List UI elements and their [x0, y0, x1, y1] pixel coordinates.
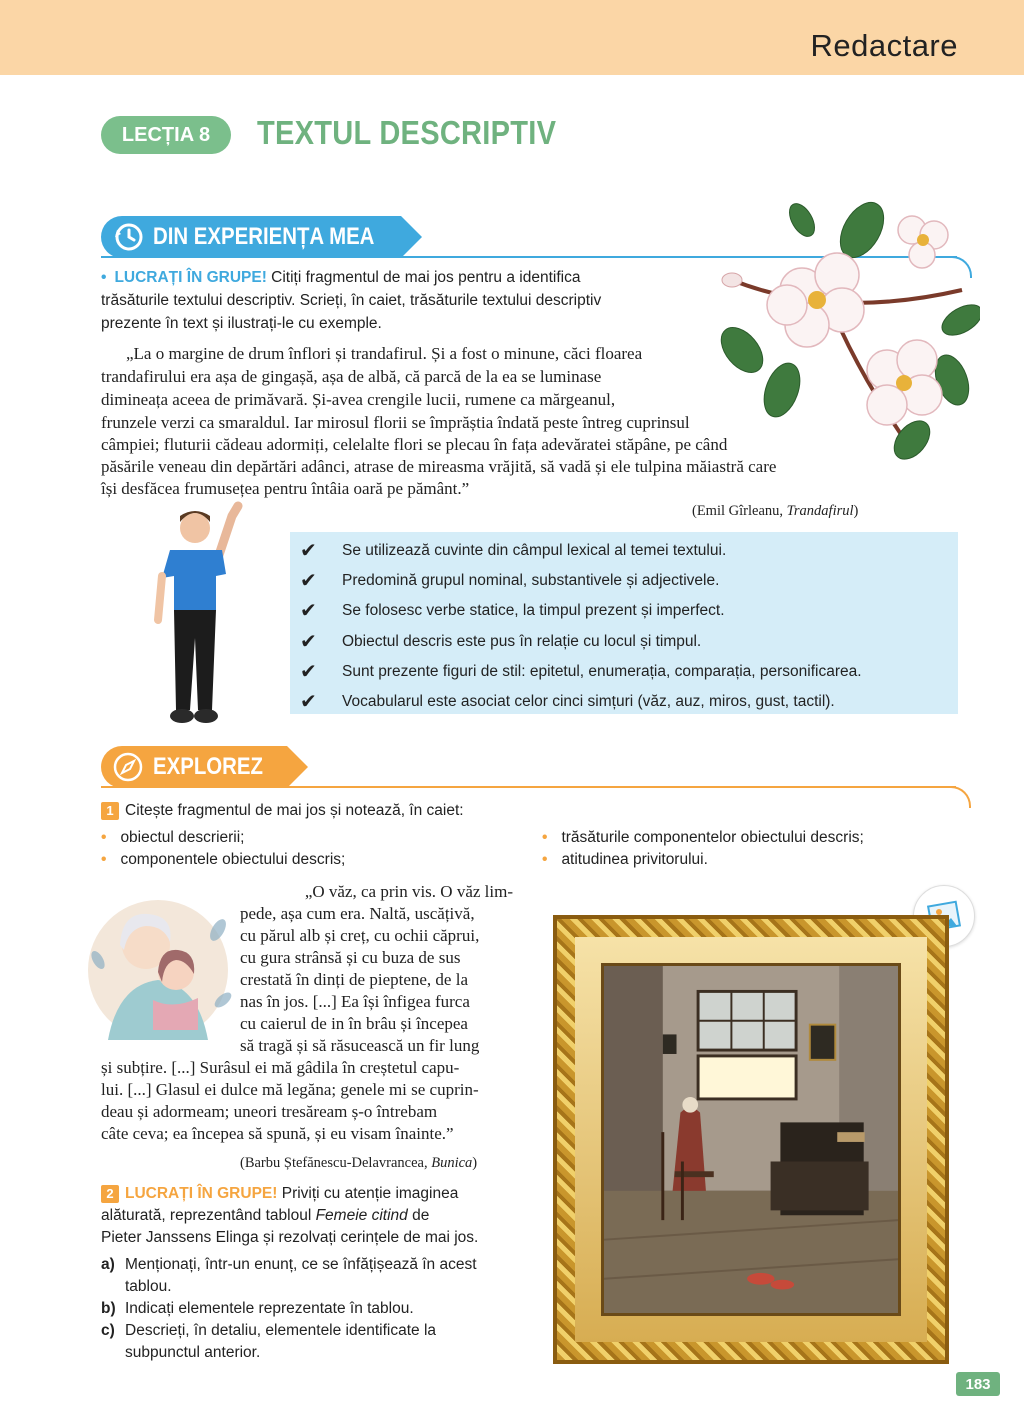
list-item-text: atitudinea privitorului.	[561, 851, 708, 868]
source-author: (Barbu Ștefănescu-Delavrancea,	[240, 1155, 432, 1171]
checklist-item-text: Se folosesc verbe statice, la timpul prezent și imperfect.	[342, 601, 725, 619]
compass-icon	[111, 750, 145, 784]
painting-woman-reading	[601, 963, 901, 1316]
source-end: )	[472, 1155, 478, 1171]
bullet-icon: •	[101, 829, 107, 846]
check-icon: ✔	[300, 600, 317, 622]
checklist-item	[300, 568, 719, 593]
checklist-item	[300, 629, 701, 654]
quote-line: pede, așa cum era. Naltă, uscățivă,	[240, 904, 475, 923]
check-icon: ✔	[300, 691, 317, 713]
checklist-item-text: Predomină grupul nominal, substantivele și adjectivele.	[342, 571, 720, 589]
page-number: 183	[956, 1372, 1000, 1396]
checklist-item	[300, 689, 835, 714]
source-end: )	[853, 503, 859, 519]
quote-line: și subțire. [...] Surâsul ei mă gâdila în creștetul capu-	[101, 1058, 460, 1077]
section-tab-experience	[101, 216, 401, 258]
quote-source	[692, 500, 858, 523]
quote-source	[240, 1152, 477, 1175]
item-text: subpunctul anterior.	[125, 1344, 261, 1361]
item-letter: a)	[101, 1256, 115, 1273]
checklist-item-text: Obiectul descris este pus în relație cu locul și timpul.	[342, 632, 702, 650]
grandmother-child-illustration	[78, 890, 238, 1050]
exercise-2-line1	[101, 1183, 515, 1206]
quote-line: trandafirului era așa de gingașă, așa de albă, că parcă de la ea se luminase	[101, 367, 602, 386]
quote-line: lui. [...] Glasul ei dulce mă legăna; genele mi se cuprin-	[101, 1080, 479, 1099]
history-clock-icon	[111, 220, 145, 254]
lesson-badge: LECȚIA 8	[101, 116, 231, 154]
quote-line: nas în jos. [...] Ea își înfigea furca	[240, 992, 470, 1011]
section-tab-label: DIN EXPERIENȚA MEA	[153, 223, 375, 250]
bullet-icon: •	[542, 829, 548, 846]
painting-frame	[553, 915, 949, 1364]
quote-line: cu caierul de in în brâu și începea	[240, 1014, 468, 1033]
quote-line: câte ceva; ea începea să spună, și eu visam înainte.”	[101, 1124, 454, 1143]
quote-line: își desfăcea frumusețea pentru întâia oară pe pământ.”	[101, 479, 470, 498]
item-letter: b)	[101, 1300, 116, 1317]
list-item	[542, 849, 708, 872]
section-divider-curve	[949, 786, 971, 808]
item-text: tablou.	[125, 1278, 172, 1295]
checklist-item-text: Vocabularul este asociat celor cinci simțuri (văz, auz, miros, gust, tactil).	[342, 692, 835, 710]
list-item	[542, 827, 864, 850]
section-divider	[101, 786, 956, 788]
checklist-item	[300, 538, 726, 563]
item-text: Descrieți, în detaliu, elementele identificate la	[125, 1322, 437, 1339]
source-work: Trandafirul	[786, 503, 854, 519]
section-tab-label: EXPLOREZ	[153, 753, 263, 780]
check-icon: ✔	[300, 540, 317, 562]
list-item-text: componentele obiectului descris;	[120, 851, 346, 868]
list-item	[101, 827, 245, 850]
exercise-1-instruction-text: Citește fragmentul de mai jos și notează, în caiet:	[125, 802, 464, 819]
exercise-1-instruction	[101, 800, 601, 823]
check-icon: ✔	[300, 661, 317, 683]
quote-line: crestată în dinți de pieptene, de la	[240, 970, 468, 989]
exercise-number-badge: 1	[101, 802, 119, 820]
painting-title: Femeie citind	[315, 1207, 408, 1224]
item-text: Indicați elementele reprezentate în tablou.	[125, 1300, 414, 1317]
checklist-item	[300, 598, 725, 623]
list-item-text: obiectul descrierii;	[120, 829, 245, 846]
item-letter: c)	[101, 1322, 115, 1339]
quote-line: „La o margine de drum înflori și trandafirul. Și a fost o minune, căci floarea	[126, 344, 643, 363]
checklist-item-text: Se utilizează cuvinte din câmpul lexical al temei textului.	[342, 541, 727, 559]
item-text: Menționați, într-un enunț, ce se înfățișează în acest	[125, 1256, 477, 1273]
list-item-text: trăsăturile componentelor obiectului descris;	[561, 829, 864, 846]
quote-line: păsările veneau din depărtări adânci, atrase de mireasma vrăjită, să vadă și ele tulpina măiastră care	[101, 457, 777, 476]
quote-line: câmpiei; fluturii cădeau adormiți, celelalte flori se plecau în fața adevăratei stăpâne, pe când	[101, 435, 728, 454]
exercise-2-text: de	[407, 1207, 430, 1224]
exercise-2-text: Priviți cu atenție imaginea	[277, 1185, 459, 1202]
bullet-icon: •	[101, 851, 107, 868]
check-icon: ✔	[300, 631, 317, 653]
quote-line: frunzele verzi ca smaraldul. Iar mirosul florii se împrăștia îndată peste întreg cuprinsul	[101, 413, 690, 432]
exercise-2-text: alăturată, reprezentând tabloul	[101, 1207, 316, 1224]
task-text-line1: Citiți fragmentul de mai jos pentru a identifica	[266, 269, 581, 286]
checklist-item-text: Sunt prezente figuri de stil: epitetul, enumerația, comparația, personificarea.	[342, 662, 862, 680]
section-tab-explore	[101, 746, 287, 788]
lesson-title: TEXTUL DESCRIPTIV	[257, 114, 557, 151]
check-icon: ✔	[300, 570, 317, 592]
quote-line: dimineața aceea de primăvară. Și-avea crengile lucii, rumene ca mărgeanul,	[101, 390, 616, 409]
task-text-line3: prezente în text și ilustrați-le cu exemple.	[101, 315, 382, 332]
quote-line: să tragă și să răsucească un fir lung	[240, 1036, 480, 1055]
quote-line: „O văz, ca prin vis. O văz lim-	[304, 882, 513, 901]
exercise-2-line2	[101, 1205, 515, 1228]
group-task-paragraph	[101, 267, 691, 290]
bullet-icon: •	[101, 269, 107, 286]
quote-line: cu gura strânsă și cu buza de sus	[240, 948, 461, 967]
exercise-number-badge: 2	[101, 1185, 119, 1203]
bullet-icon: •	[542, 851, 548, 868]
source-work: Bunica	[431, 1155, 473, 1171]
group-task-label: LUCRAȚI ÎN GRUPE!	[114, 269, 267, 286]
task-text-line2: trăsăturile textului descriptiv. Scrieți, în caiet, trăsăturile textului descriptiv	[101, 292, 602, 309]
boy-pointing-illustration	[140, 498, 250, 740]
group-task-label: LUCRAȚI ÎN GRUPE!	[125, 1185, 278, 1202]
source-author: (Emil Gîrleanu,	[692, 503, 787, 519]
quote-line: deau și adormeam; uneori tresăream ș-o întrebam	[101, 1102, 438, 1121]
exercise-2-line3: Pieter Janssens Elinga și rezolvați cerințele de mai jos.	[101, 1229, 479, 1246]
section-header-title: Redactare	[810, 28, 958, 63]
list-item	[101, 849, 345, 872]
quote-line: cu părul alb și creț, cu ochii căprui,	[240, 926, 480, 945]
painting-scene	[604, 966, 898, 1313]
checklist-item	[300, 659, 862, 684]
